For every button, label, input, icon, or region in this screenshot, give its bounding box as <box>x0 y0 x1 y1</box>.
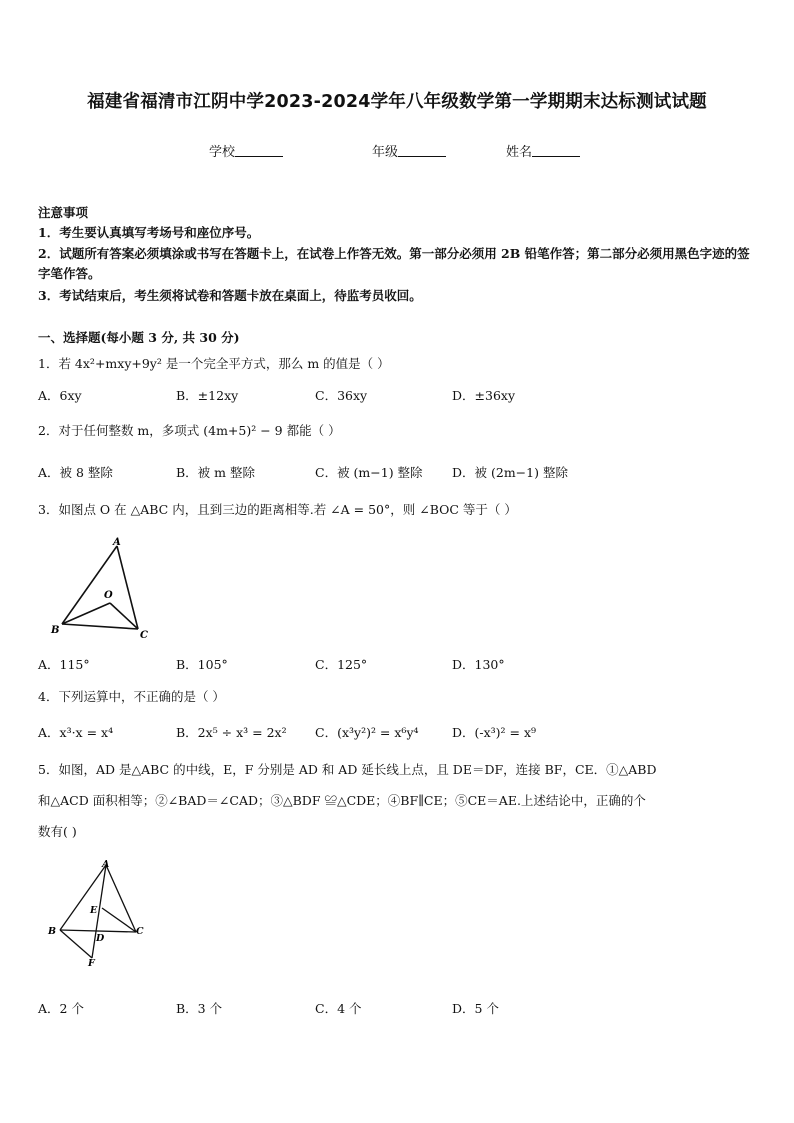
q3-label-b: B <box>51 625 60 636</box>
q2-option-a: A．被 8 整除 <box>38 465 113 480</box>
grade-blank <box>398 144 446 157</box>
q5-segment-bc <box>60 930 136 932</box>
grade-field <box>372 141 446 160</box>
q1-option-b: B．±12xy <box>176 388 239 403</box>
school-blank <box>235 144 283 157</box>
q3-option-b: B．105° <box>176 657 228 672</box>
q3-figure-lines <box>62 546 138 629</box>
q3-label-c: C <box>140 630 148 641</box>
q1-option-c: C．36xy <box>315 388 368 403</box>
q5-figure-lines <box>60 865 136 958</box>
q5-label-d: D <box>96 933 105 944</box>
q4-option-b: B．2x⁵ ÷ x³ = 2x² <box>176 725 287 740</box>
note-item: 2．试题所有答案必须填涂或书写在答题卡上，在试卷上作答无效。第一部分必须用 2B 铅笔作答；第二部分必须用黑色字迹的签字笔作答。 <box>38 246 750 281</box>
note-item: 3．考试结束后，考生须将试卷和答题卡放在桌面上，待监考员收回。 <box>38 288 422 303</box>
page-title: 福建省福清市江阴中学2023-2024学年八年级数学第一学期期末达标测试试题 <box>87 92 707 112</box>
q5-option-b: B．3 个 <box>176 1001 223 1016</box>
question-3-stem: 3．如图点 O 在 △ABC 内，且到三边的距离相等.若 ∠A = 50°，则 ∠BOC 等于（ ） <box>38 502 517 517</box>
q5-label-e: E <box>90 905 98 916</box>
q5-option-c: C．4 个 <box>315 1001 362 1016</box>
q2-option-d: D．被 (2m−1) 整除 <box>452 465 568 480</box>
q5-triangle-figure <box>40 855 160 975</box>
question-5-stem-line2: 和△ACD 面积相等；②∠BAD＝∠CAD；③△BDF ≌△CDE；④BF∥CE；⑤CE＝AE.上述结论中，正确的个 <box>38 793 646 808</box>
note-item: 1．考生要认真填写考场号和座位序号。 <box>38 225 260 240</box>
q3-segment-co <box>110 603 138 629</box>
school-label: 学校 <box>209 145 236 160</box>
q2-option-c: C．被 (m−1) 整除 <box>315 465 423 480</box>
q3-option-c: C．125° <box>315 657 368 672</box>
question-5-stem-line3: 数有( ) <box>38 824 77 839</box>
school-field <box>209 141 283 160</box>
name-field <box>506 141 580 160</box>
q4-option-a: A．x³·x = x⁴ <box>38 725 114 740</box>
q3-segment-bc <box>62 624 138 629</box>
q5-option-d: D．5 个 <box>452 1001 499 1016</box>
q3-option-d: D．130° <box>452 657 505 672</box>
name-blank <box>532 144 580 157</box>
question-1-stem: 1．若 4x²+mxy+9y² 是一个完全平方式，那么 m 的值是（ ） <box>38 356 390 371</box>
q5-label-c: C <box>136 926 144 937</box>
q5-label-b: B <box>48 926 57 937</box>
q2-option-b: B．被 m 整除 <box>176 465 255 480</box>
question-4-stem: 4．下列运算中，不正确的是（ ） <box>38 689 225 704</box>
q5-label-f: F <box>88 958 95 969</box>
q5-segment-ab <box>60 865 106 930</box>
q4-option-d: D．(-x³)² = x⁹ <box>452 725 537 740</box>
q3-label-o: O <box>104 590 113 601</box>
q3-triangle-figure <box>40 530 170 645</box>
question-2-stem: 2．对于任何整数 m，多项式 (4m+5)² − 9 都能（ ） <box>38 423 341 438</box>
q5-label-a: A <box>102 859 110 870</box>
q3-option-a: A．115° <box>38 657 90 672</box>
q1-option-a: A．6xy <box>38 388 82 403</box>
q1-option-d: D．±36xy <box>452 388 516 403</box>
q3-label-a: A <box>113 537 121 548</box>
name-label: 姓名 <box>506 145 533 160</box>
q3-segment-ac <box>117 546 138 629</box>
section-heading: 一、选择题(每小题 3 分, 共 30 分) <box>38 330 240 345</box>
notes-heading: 注意事项 <box>38 205 89 220</box>
grade-label: 年级 <box>372 145 399 160</box>
q5-option-a: A．2 个 <box>38 1001 84 1016</box>
question-5-stem-line1: 5．如图，AD 是△ABC 的中线，E，F 分别是 AD 和 AD 延长线上点，且 DE＝DF，连接 BF，CE．①△ABD <box>38 762 657 777</box>
q4-option-c: C．(x³y²)² = x⁶y⁴ <box>315 725 419 740</box>
q5-segment-bf <box>60 930 92 958</box>
